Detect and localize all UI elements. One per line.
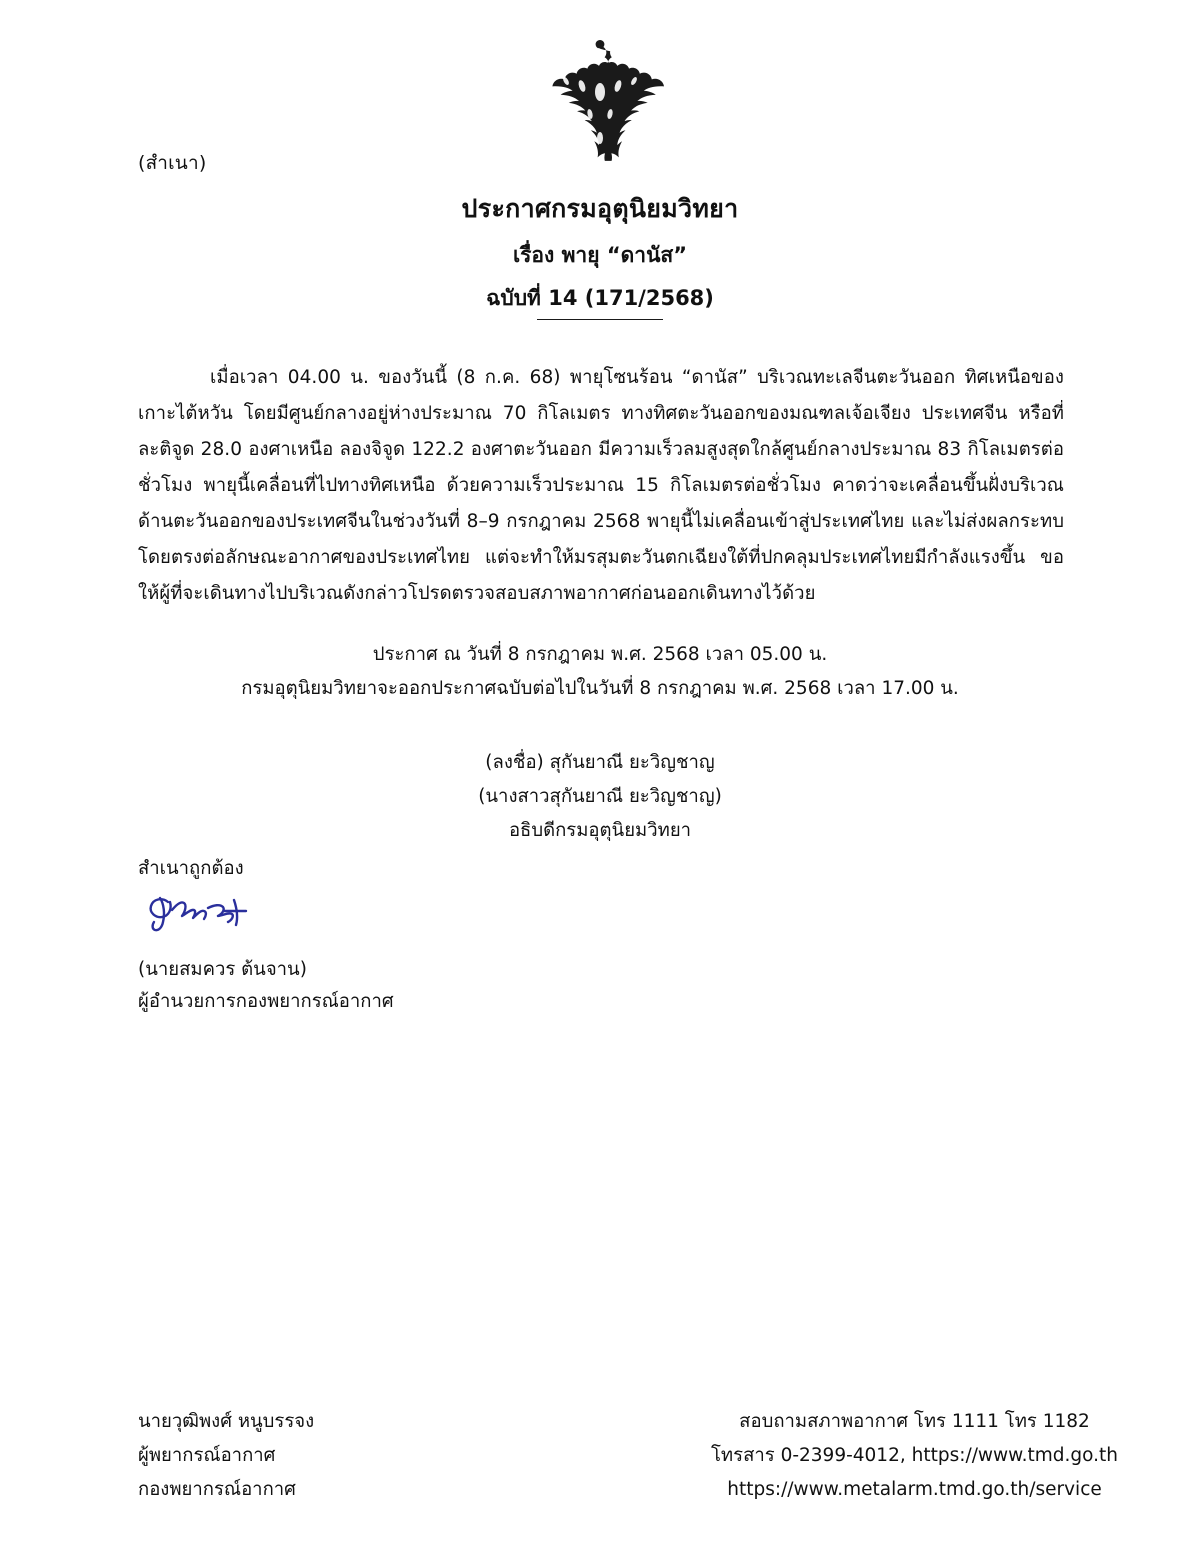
signed-by: (ลงชื่อ) สุกันยาณี ยะวิญชาญ xyxy=(485,752,715,773)
heading-subject: เรื่อง พายุ “ดานัส” xyxy=(512,242,688,267)
garuda-emblem xyxy=(520,38,680,170)
forecaster-division: กองพยากรณ์อากาศ xyxy=(138,1479,296,1500)
announcement-body: เมื่อเวลา 04.00 น. ของวันนี้ (8 ก.ค. 68) พายุโซนร้อน “ดานัส” บริเวณทะเลจีนตะวันออก ทิศเหนือของเกาะไต้หวัน โดยมีศูนย์กลางอยู่ห่างประมาณ 70 กิโลเมตร ทางทิศตะวันออกของมณฑลเจ้อเจียง ประเทศจีน หรือที่ละติจูด 28.0 องศาเหนือ ลองจิจูด 122.2 องศาตะวันออก มีความเร็วลมสูงสุดใกล้ศูนย์กลางประมาณ 83 กิโลเมตรต่อชั่วโมง พายุนี้เคลื่อนที่ไปทางทิศเหนือ ด้วยความเร็วประมาณ 15 กิโลเมตรต่อชั่วโมง คาดว่าจะเคลื่อนขึ้นฝั่งบริเวณด้านตะวันออกของประเทศจีนในช่วงวันที่ 8–9 กรกฎาคม 2568 พายุนี้ไม่เคลื่อนเข้าสู่ประเทศไทย และไม่ส่งผลกระทบโดยตรงต่อลักษณะอากาศของประเทศไทย แต่จะทำให้มรสุมตะวันตกเฉียงใต้ที่ปกคลุมประเทศไทยมีกำลังแรงขึ้น ขอให้ผู้ที่จะเดินทางไปบริเวณดังกล่าวโปรดตรวจสอบสภาพอากาศก่อนออกเดินทางไว้ด้วย xyxy=(138,367,1064,604)
document-heading xyxy=(0,190,1200,315)
footer-phone-line: สอบถามสภาพอากาศ โทร 1111 โทร 1182 xyxy=(739,1411,1090,1432)
footer-fax-website-line[interactable]: โทรสาร 0-2399-4012, https://www.tmd.go.th xyxy=(711,1445,1118,1466)
certified-copy-label: สำเนาถูกต้อง xyxy=(138,858,244,879)
announce-line-1: ประกาศ ณ วันที่ 8 กรกฎาคม พ.ศ. 2568 เวลา 05.00 น. xyxy=(372,644,828,665)
forecaster-position: ผู้พยากรณ์อากาศ xyxy=(138,1445,276,1466)
announcement-dateline xyxy=(0,638,1200,706)
footer-right xyxy=(711,1405,1118,1507)
footer-left xyxy=(138,1405,314,1507)
certified-copy-block xyxy=(138,852,394,1018)
signer-name: (นางสาวสุกันยาณี ยะวิญชาญ) xyxy=(478,786,722,807)
announce-line-2: กรมอุตุนิยมวิทยาจะออกประกาศฉบับต่อไปในวันที่ 8 กรกฎาคม พ.ศ. 2568 เวลา 17.00 น. xyxy=(241,678,959,699)
forecaster-name: นายวุฒิพงศ์ หนูบรรจง xyxy=(138,1411,315,1432)
certifier-position: ผู้อำนวยการกองพยากรณ์อากาศ xyxy=(138,991,394,1012)
page-title: ประกาศกรมอุตุนิยมวิทยา xyxy=(461,194,739,223)
certifier-name: (นายสมควร ต้นจาน) xyxy=(138,959,307,980)
footer-service-url[interactable]: https://www.metalarm.tmd.go.th/service xyxy=(727,1479,1102,1500)
copy-mark: (สำเนา) xyxy=(138,152,207,174)
signer-position: อธิบดีกรมอุตุนิยมวิทยา xyxy=(508,820,692,841)
handwritten-signature xyxy=(142,888,322,940)
heading-divider xyxy=(0,318,1200,320)
signature-block xyxy=(0,746,1200,848)
heading-issue-number: ฉบับที่ 14 (171/2568) xyxy=(486,286,714,310)
